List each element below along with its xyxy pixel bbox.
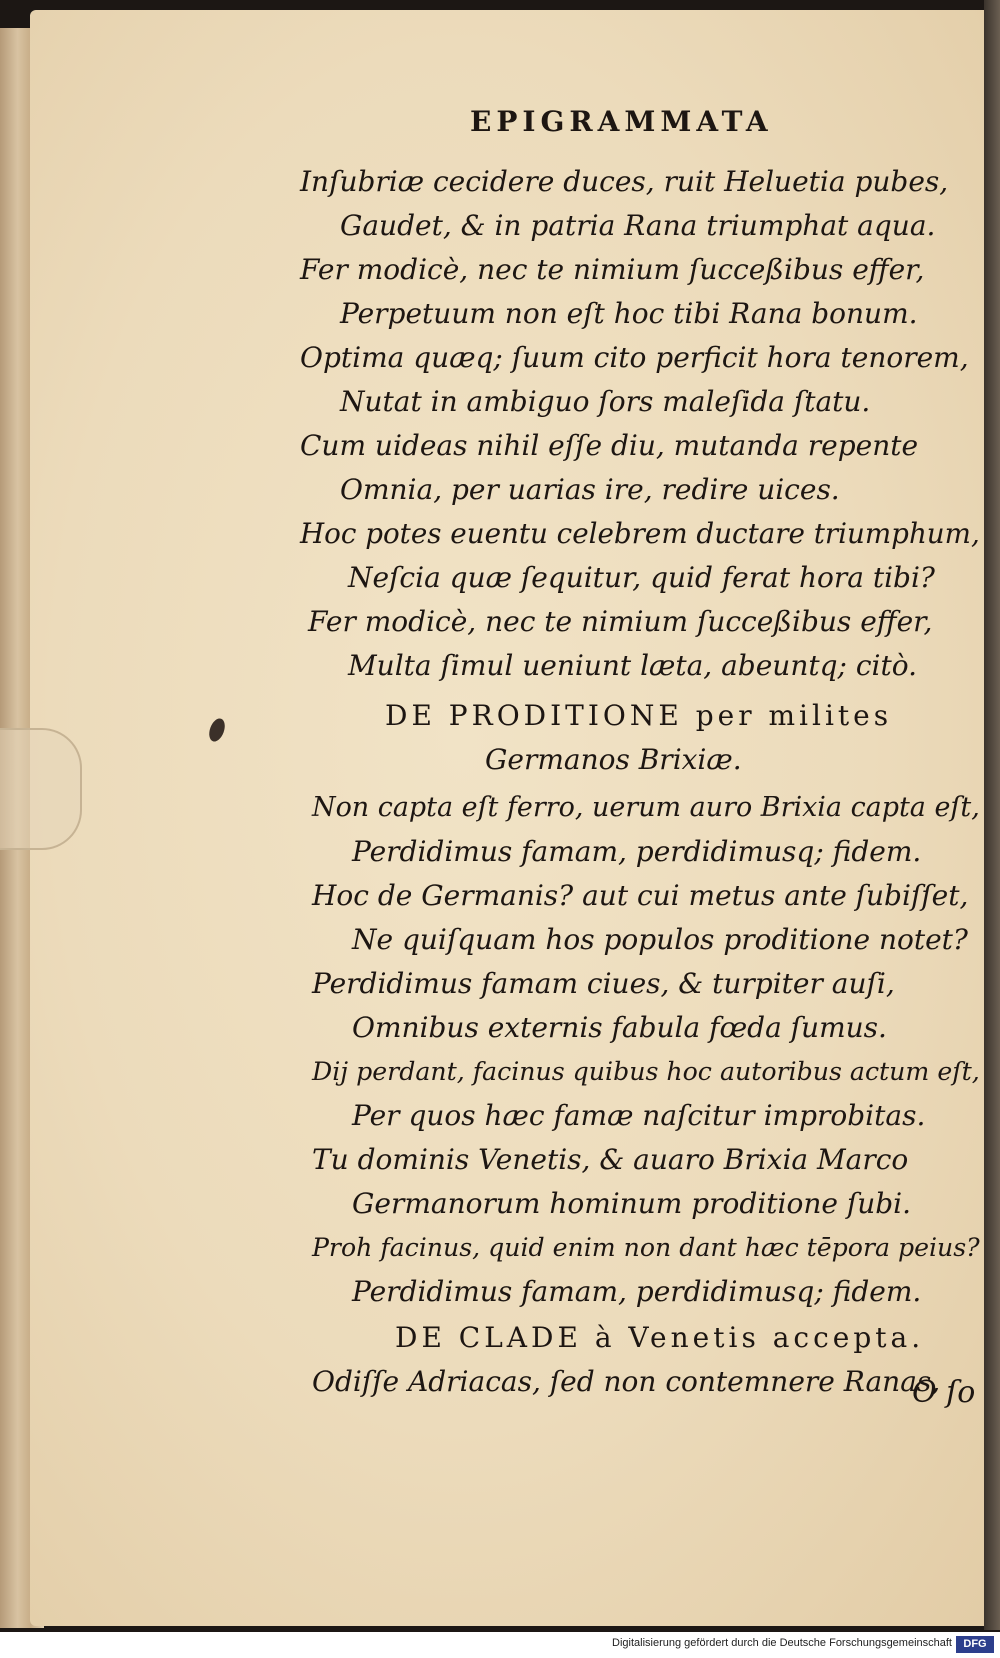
dfg-logo-icon: DFG bbox=[956, 1636, 994, 1653]
verse-line: Fer modicè, nec te nimium ſucceßibus effer, bbox=[300, 253, 925, 286]
section-heading: DE PRODITIONE per milites bbox=[385, 699, 893, 732]
verse-line: Germanorum hominum proditione ſubi. bbox=[352, 1187, 912, 1220]
running-head: EPIGRAMMATA bbox=[470, 105, 773, 138]
verse-line: Perdidimus famam, perdidimusq; fidem. bbox=[352, 1275, 922, 1308]
verse-line: Perdidimus famam ciues, & turpiter auſi, bbox=[312, 967, 895, 1000]
section-heading: DE CLADE à Venetis accepta. bbox=[395, 1321, 925, 1354]
verse-line: Perpetuum non eſt hoc tibi Rana bonum. bbox=[340, 297, 918, 330]
verse-line: Tu dominis Venetis, & auaro Brixia Marco bbox=[312, 1143, 909, 1176]
verse-line: Non capta eſt ferro, uerum auro Brixia capta eſt, bbox=[312, 792, 980, 823]
verse-line: Perdidimus famam, perdidimusq; fidem. bbox=[352, 835, 922, 868]
section-heading-line2: Germanos Brixiæ. bbox=[485, 743, 742, 776]
verse-line: Per quos hæc famæ naſcitur improbitas. bbox=[352, 1099, 926, 1132]
verse-line: Cum uideas nihil eſſe diu, mutanda repente bbox=[300, 429, 919, 462]
verse-line: Neſcia quæ ſequitur, quid ferat hora tibi? bbox=[348, 561, 935, 594]
verse-line: Inſubriæ cecidere duces, ruit Heluetia pubes, bbox=[300, 165, 949, 198]
catchword: O ſo bbox=[912, 1375, 976, 1410]
verse-line: Fer modicè, nec te nimium ſucceßibus effer, bbox=[308, 605, 933, 638]
verse-line: Hoc potes euentu celebrem ductare triumphum, bbox=[300, 517, 980, 550]
verse-line: Hoc de Germanis? aut cui metus ante ſubiſſet, bbox=[312, 879, 969, 912]
footer-bar bbox=[0, 1632, 1000, 1658]
verse-line: Nutat in ambiguo ſors maleſida ſtatu. bbox=[340, 385, 871, 418]
page-edge-right bbox=[984, 0, 1000, 1630]
funding-credit: Digitalisierung gefördert durch die Deutsche Forschungsgemeinschaft bbox=[612, 1637, 952, 1649]
verse-line: Ne quiſquam hos populos proditione notet? bbox=[352, 923, 968, 956]
verse-line: Multa ſimul ueniunt læta, abeuntq; citò. bbox=[348, 649, 918, 682]
verse-line: Omnibus externis fabula fœda ſumus. bbox=[352, 1011, 887, 1044]
verse-line: Omnia, per uarias ire, redire uices. bbox=[340, 473, 840, 506]
verse-line: Odiſſe Adriacas, ſed non contemnere Ranas, bbox=[312, 1365, 941, 1398]
verse-line: Proh facinus, quid enim non dant hæc tēpora peius? bbox=[312, 1233, 980, 1262]
clip-tab bbox=[0, 728, 82, 850]
verse-line: Dij perdant, facinus quibus hoc autoribus actum eſt, bbox=[312, 1057, 980, 1086]
verse-line: Gaudet, & in patria Rana triumphat aqua. bbox=[340, 209, 936, 242]
verse-line: Optima quæq; ſuum cito perficit hora tenorem, bbox=[300, 341, 969, 374]
